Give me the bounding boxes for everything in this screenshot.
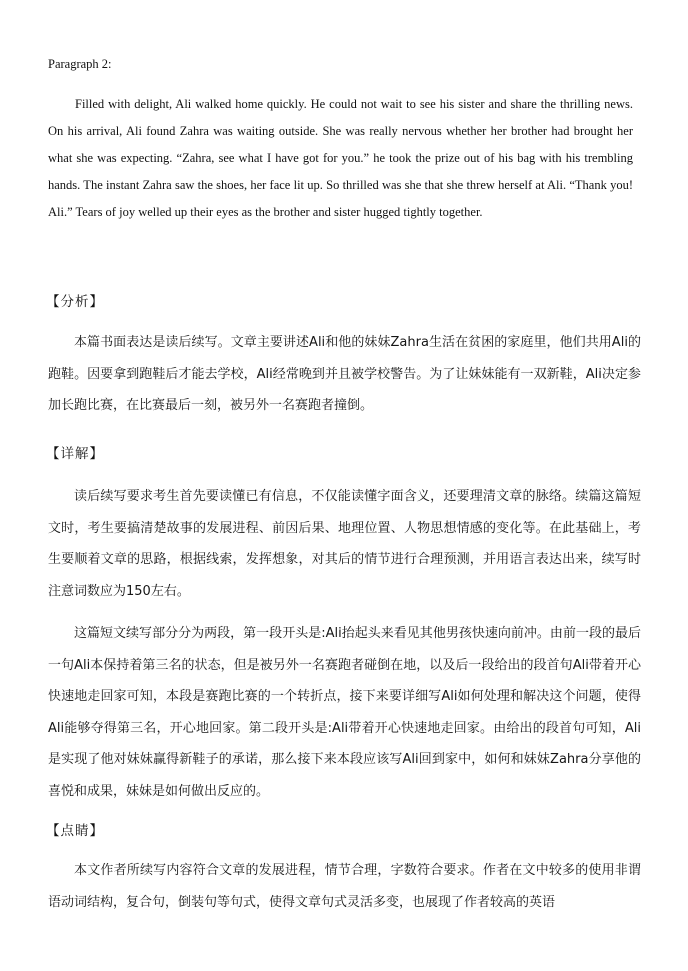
comments-heading: 【点睛】 — [46, 823, 104, 839]
details-heading: 【详解】 — [46, 446, 104, 462]
english-paragraph: Filled with delight, Ali walked home quickly. He could not wait to see his sister and share the thrilling news. On his arrival, Ali found Zahra was waiting outside. She was really nervous whether her brother had brought her what she was expecting. “Zahra, see what I have got for you.” he took the prize out of his bag with his trembling hands. The instant Zahra saw the shoes, her face lit up. So thrilled was she that she threw herself at Ali. “Thank you! Ali.” Tears of joy welled up their eyes as the brother and sister hugged tightly together. — [48, 97, 633, 219]
paragraph-label: Paragraph 2: — [48, 57, 112, 71]
comments-text: 本文作者所续写内容符合文章的发展进程，情节合理，字数符合要求。作者在文中较多的使用非谓语动词结构，复合句，倒装句等句式，使得文章句式灵活多变，也展现了作者较高的英语 — [48, 863, 641, 910]
details-text-2: 这篇短文续写部分分为两段，第一段开头是:Ali抬起头来看见其他男孩快速向前冲。由前一段的最后一句Ali本保持着第三名的状态，但是被另外一名赛跑者碰倒在地，以及后一段给出的段首句Ali带着开心快速地走回家可知，本段是赛跑比赛的一个转折点，接下来要详细写Ali如何处理和解决这个问题，使得Ali能够夺得第三名，开心地回家。第二段开头是:Ali带着开心快速地走回家。由给出的段首句可知，Ali是实现了他对妹妹赢得新鞋子的承诺，那么接下来本段应该写Ali回到家中，如何和妹妹Zahra分享他的喜悦和成果，妹妹是如何做出反应的。 — [48, 626, 641, 799]
analysis-text: 本篇书面表达是读后续写。文章主要讲述Ali和他的妹妹Zahra生活在贫困的家庭里，他们共用Ali的跑鞋。因要拿到跑鞋后才能去学校，Ali经常晚到并且被学校警告。为了让妹妹能有一双新鞋，Ali决定参加长跑比赛，在比赛最后一刻，被另外一名赛跑者撞倒。 — [48, 335, 641, 413]
details-text-1: 读后续写要求考生首先要读懂已有信息，不仅能读懂字面含义，还要理清文章的脉络。续篇这篇短文时，考生要搞清楚故事的发展进程、前因后果、地理位置、人物思想情感的变化等。在此基础上，考生要顺着文章的思路，根据线索，发挥想象，对其后的情节进行合理预测，并用语言表达出来，续写时注意词数应为150左右。 — [48, 489, 641, 599]
analysis-heading: 【分析】 — [46, 294, 104, 310]
